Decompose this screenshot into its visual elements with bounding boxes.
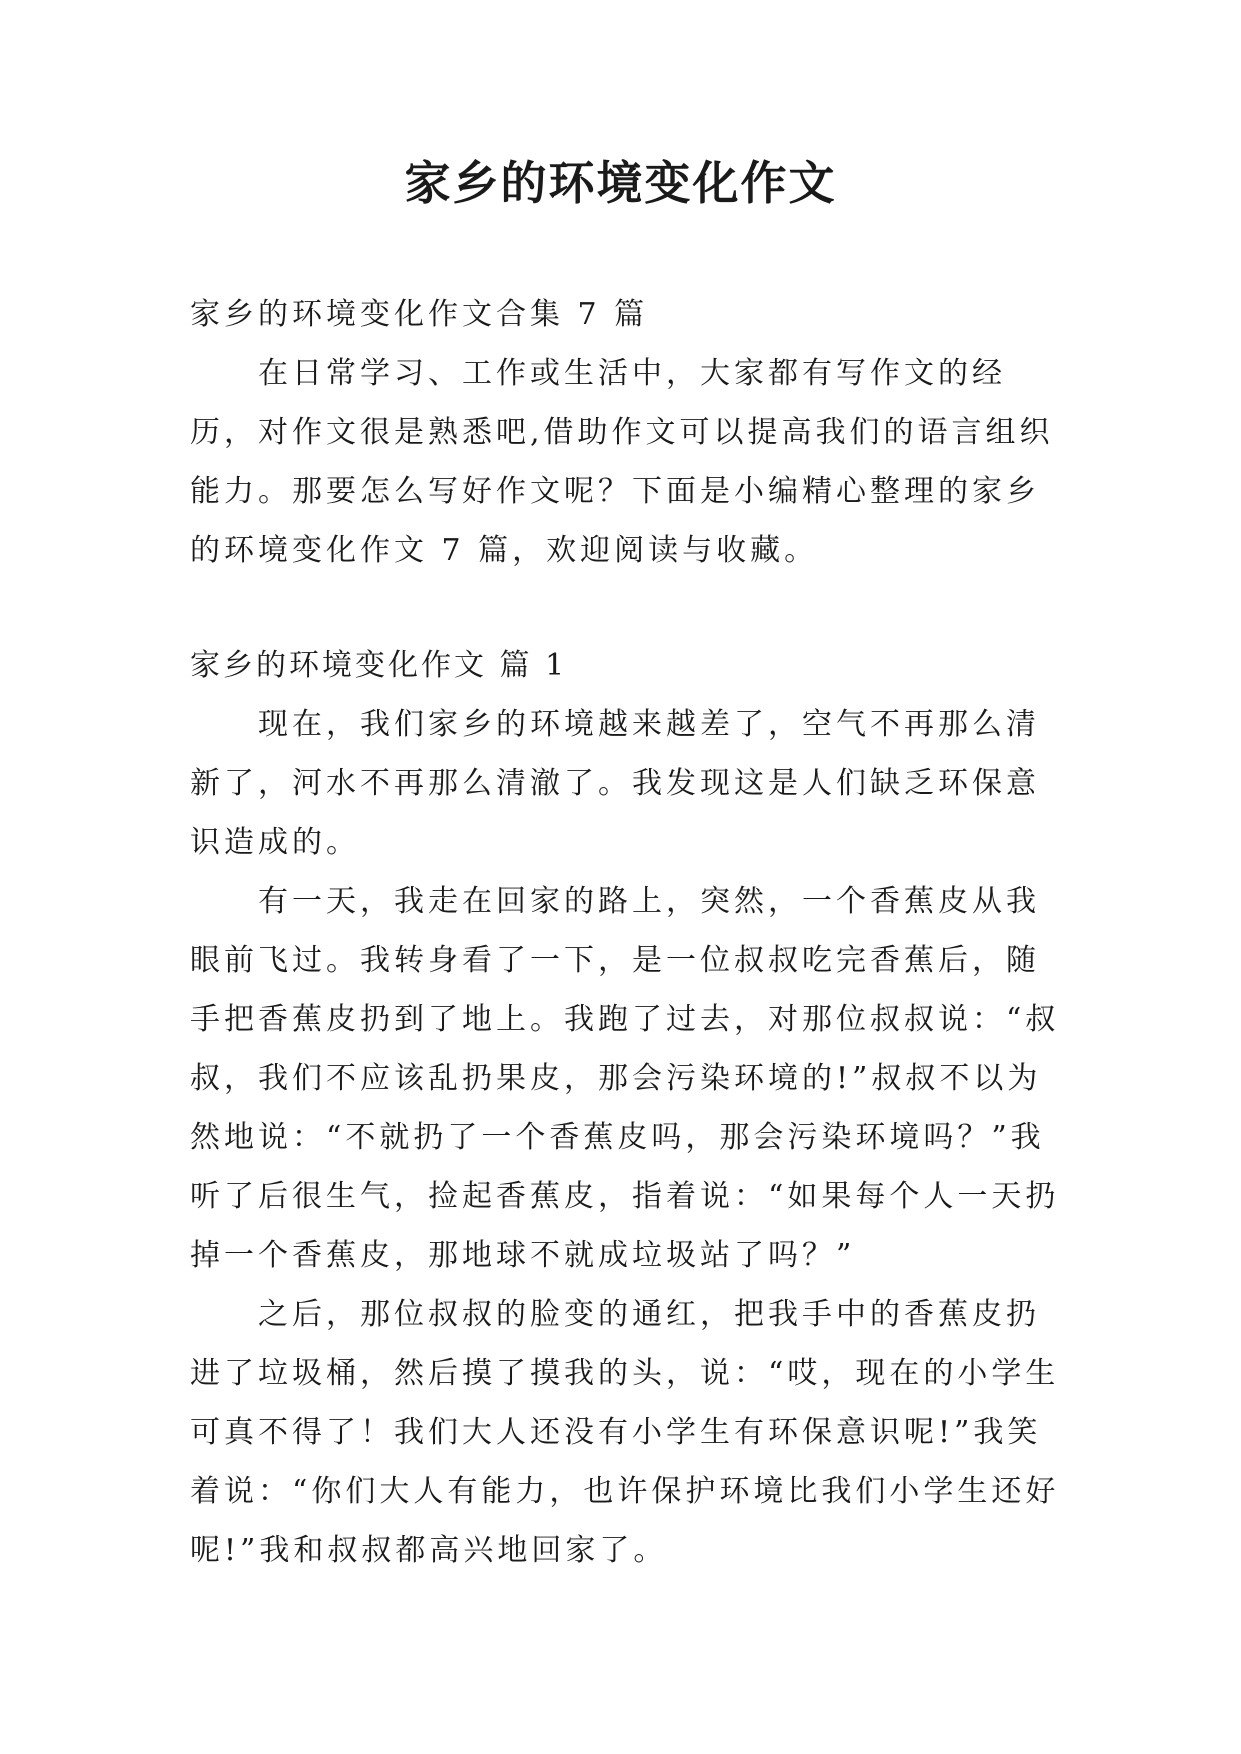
intro-paragraph: 在日常学习、工作或生活中，大家都有写作文的经历，对作文很是熟悉吧,借助作文可以提高我们的语言组织能力。那要怎么写好作文呢？下面是小编精心整理的家乡的环境变化作文 7 篇，欢迎阅读与收藏。 — [190, 356, 1054, 568]
document-title: 家乡的环境变化作文 — [404, 156, 837, 210]
section-paragraph: 现在，我们家乡的环境越来越差了，空气不再那么清新了，河水不再那么清澈了。我发现这是人们缺乏环保意识造成的。 — [190, 707, 1040, 860]
section-heading: 家乡的环境变化作文 篇 1 — [190, 648, 568, 683]
collection-heading: 家乡的环境变化作文合集 7 篇 — [190, 297, 649, 332]
section-paragraph: 有一天，我走在回家的路上，突然，一个香蕉皮从我眼前飞过。我转身看了一下，是一位叔叔吃完香蕉后，随手把香蕉皮扔到了地上。我跑了过去，对那位叔叔说：“叔叔，我们不应该乱扔果皮，那会污染环境的!”叔叔不以为然地说：“不就扔了一个香蕉皮吗，那会污染环境吗？”我听了后很生气，捡起香蕉皮，指着说：“如果每个人一天扔掉一个香蕉皮，那地球不就成垃圾站了吗？” — [190, 884, 1060, 1273]
section-paragraph: 之后，那位叔叔的脸变的通红，把我手中的香蕉皮扔进了垃圾桶，然后摸了摸我的头，说：“哎，现在的小学生可真不得了！我们大人还没有小学生有环保意识呢!”我笑着说：“你们大人有能力，也许保护环境比我们小学生还好呢!”我和叔叔都高兴地回家了。 — [190, 1297, 1060, 1568]
document-body — [190, 285, 1060, 1580]
